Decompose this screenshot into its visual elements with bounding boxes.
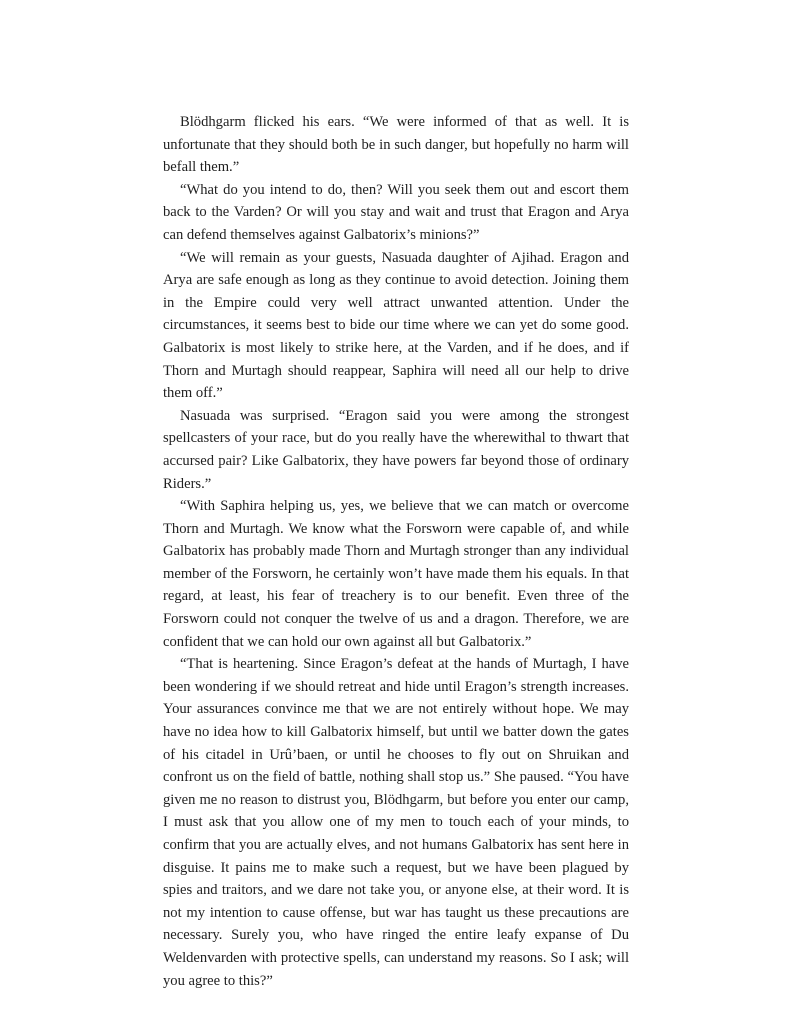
paragraph: “We will remain as your guests, Nasuada daughter of Ajihad. Eragon and Arya are safe enough as long as they continue to avoid detection. Joining them in the Empire could very well attract unwanted attention. Under the circumstances, it seems best to bide our time where we can yet do some good. Galbatorix is most likely to strike here, at the Varden, and if he does, and if Thorn and Murtagh should reappear, Saphira will need all our help to drive them off.” [163,249,629,402]
paragraph: Nasuada was surprised. “Eragon said you were among the strongest spellcasters of your race, but do you really have the wherewithal to thwart that accursed pair? Like Galbatorix, they have powers far beyond those of ordinary Riders.” [163,407,629,492]
paragraph: “What do you intend to do, then? Will you seek them out and escort them back to the Varden? Or will you stay and wait and trust that Eragon and Arya can defend themselves against Galbatorix’s minions?” [163,181,629,243]
body-text [163,111,629,992]
paragraph: Blödhgarm flicked his ears. “We were informed of that as well. It is unfortunate that they should both be in such danger, but hopefully no harm will befall them.” [163,114,629,176]
paragraph: “That is heartening. Since Eragon’s defeat at the hands of Murtagh, I have been wondering if we should retreat and hide until Eragon’s strength increases. Your assurances convince me that we are not entirely without hope. We may have no idea how to kill Galbatorix himself, but until we batter down the gates of his citadel in Urû’baen, or until he chooses to fly out on Shruikan and confront us on the field of battle, nothing shall stop us.” She paused. “You have given me no reason to distrust you, Blödhgarm, but before you enter our camp, I must ask that you allow one of my men to touch each of your minds, to confirm that you are actually elves, and not humans Galbatorix has sent here in disguise. It pains me to make such a request, but we have been plagued by spies and traitors, and we dare not take you, or anyone else, at their word. It is not my intention to cause offense, but war has taught us these precautions are necessary. Surely you, who have ringed the entire leafy expanse of Du Weldenvarden with protective spells, can understand my reasons. So I ask; will you agree to this?” [163,656,629,989]
paragraph: “With Saphira helping us, yes, we believe that we can match or overcome Thorn and Murtagh. We know what the Forsworn were capable of, and while Galbatorix has probably made Thorn and Murtagh stronger than any individual member of the Forsworn, he certainly won’t have made them his equals. In that regard, at least, his fear of treachery is to our benefit. Even three of the Forsworn could not conquer the twelve of us and a dragon. Therefore, we are confident that we can hold our own against all but Galbatorix.” [163,498,629,650]
